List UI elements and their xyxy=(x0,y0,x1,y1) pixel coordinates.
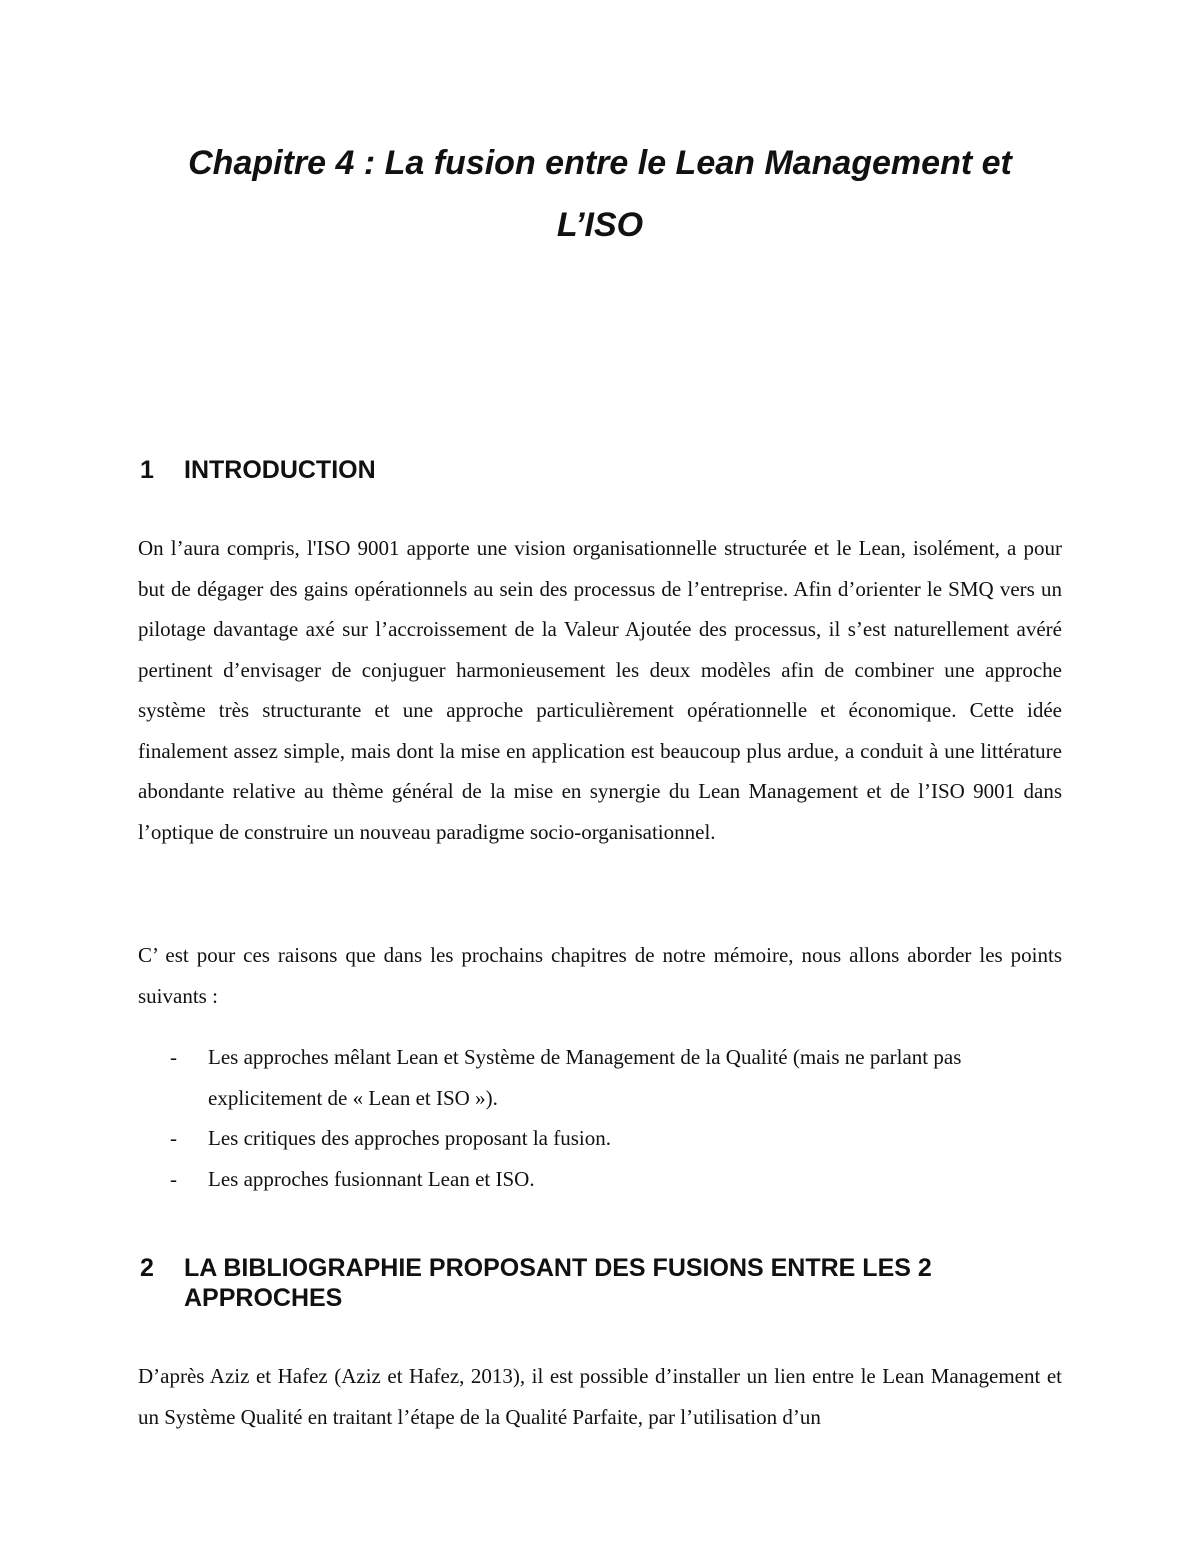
list-item xyxy=(170,1159,1070,1200)
chapter-title-line-1: Chapitre 4 : La fusion entre le Lean Management et xyxy=(188,144,1012,182)
bullet-text: Les critiques des approches proposant la fusion. xyxy=(208,1126,611,1150)
chapter-title xyxy=(140,132,1060,256)
bullet-marker: - xyxy=(170,1166,177,1191)
points-intro-paragraph: C’ est pour ces raisons que dans les prochains chapitres de notre mémoire, nous allons aborder les points suivants : xyxy=(138,943,1062,1008)
section-title: LA BIBLIOGRAPHIE PROPOSANT DES FUSIONS ENTRE LES 2 APPROCHES xyxy=(184,1254,932,1312)
bibliographie-paragraph: D’après Aziz et Hafez (Aziz et Hafez, 2013), il est possible d’installer un lien entre le Lean Management et un Système Qualité en traitant l’étape de la Qualité Parfaite, par l’utilisation d’un xyxy=(138,1364,1062,1429)
intro-paragraph: On l’aura compris, l'ISO 9001 apporte une vision organisationnelle structurée et le Lean, isolément, a pour but de dégager des gains opérationnels au sein des processus de l’entreprise. Afin d’orienter le SMQ vers un pilotage davantage axé sur l’accroissement de la Valeur Ajoutée des processus, il s’est naturellement avéré pertinent d’envisager de conjuguer harmonieusement les deux modèles afin de combiner une approche système très structurante et une approche particulièrement opérationnelle et économique. Cette idée finalement assez simple, mais dont la mise en application est beaucoup plus ardue, a conduit à une littérature abondante relative au thème général de la mise en synergie du Lean Management et de l’ISO 9001 dans l’optique de construire un nouveau paradigme socio-organisationnel. xyxy=(138,536,1062,844)
section-heading-bibliographie xyxy=(140,1253,1070,1313)
chapter-title-line-2: L’ISO xyxy=(556,206,644,244)
section-number: 1 xyxy=(140,456,154,484)
list-item xyxy=(170,1118,1070,1159)
bullet-list xyxy=(170,1037,1070,1199)
section-number: 2 xyxy=(140,1254,154,1282)
bullet-marker: - xyxy=(170,1045,177,1069)
section-heading-introduction xyxy=(140,455,1070,485)
bullet-text: Les approches fusionnant Lean et ISO. xyxy=(208,1166,535,1191)
list-item xyxy=(170,1037,1070,1118)
bullet-text: Les approches mêlant Lean et Système de Management de la Qualité (mais ne parlant pas explicitement de « Lean et ISO »). xyxy=(208,1045,962,1110)
bullet-marker: - xyxy=(170,1126,177,1150)
section-title: INTRODUCTION xyxy=(184,456,376,484)
